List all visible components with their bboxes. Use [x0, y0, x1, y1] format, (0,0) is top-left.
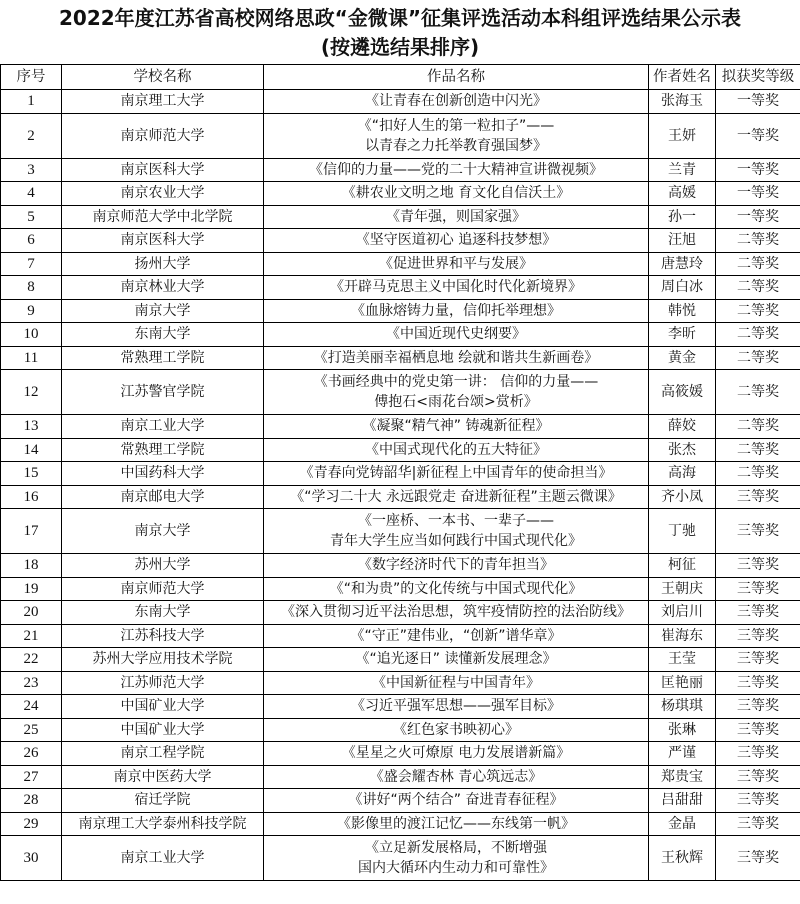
- cell-no: 20: [1, 601, 62, 625]
- cell-award: 一等奖: [716, 113, 800, 158]
- cell-work: 《习近平强军思想——强军目标》: [264, 695, 649, 719]
- table-row: [1, 113, 800, 158]
- cell-no: 22: [1, 648, 62, 672]
- cell-school: 南京大学: [62, 509, 264, 554]
- cell-school: 江苏警官学院: [62, 370, 264, 415]
- table-row: [1, 695, 800, 719]
- cell-author: 韩悦: [649, 299, 716, 323]
- cell-school: 常熟理工学院: [62, 346, 264, 370]
- cell-author: 丁驰: [649, 509, 716, 554]
- cell-author: 张杰: [649, 438, 716, 462]
- cell-work: 《凝聚“精气神” 铸魂新征程》: [264, 415, 649, 439]
- cell-school: 宿迁学院: [62, 789, 264, 813]
- page-title: 2022年度江苏省高校网络思政“金微课”征集评选活动本科组评选结果公示表: [59, 6, 741, 30]
- cell-author: 杨琪琪: [649, 695, 716, 719]
- cell-work: 《影像里的渡江记忆——东线第一帆》: [264, 812, 649, 836]
- cell-no: 14: [1, 438, 62, 462]
- column-header-author: 作者姓名: [649, 65, 716, 90]
- cell-author: 齐小凤: [649, 485, 716, 509]
- cell-work: 《“和为贵”的文化传统与中国式现代化》: [264, 577, 649, 601]
- table-row: [1, 346, 800, 370]
- cell-no: 28: [1, 789, 62, 813]
- cell-no: 1: [1, 90, 62, 114]
- table-row: [1, 323, 800, 347]
- title-block: [0, 0, 800, 64]
- cell-award: 一等奖: [716, 205, 800, 229]
- table-row: [1, 229, 800, 253]
- table-row: [1, 742, 800, 766]
- table-row: [1, 485, 800, 509]
- cell-school: 南京工业大学: [62, 415, 264, 439]
- cell-no: 29: [1, 812, 62, 836]
- cell-work: 《“扣好人生的第一粒扣子”—— 以青春之力托举教育强国梦》: [264, 113, 649, 158]
- cell-work: 《讲好“两个结合” 奋进青春征程》: [264, 789, 649, 813]
- cell-no: 17: [1, 509, 62, 554]
- cell-work: 《书画经典中的党史第一讲： 信仰的力量—— 傅抱石<雨花台颂>赏析》: [264, 370, 649, 415]
- cell-award: 三等奖: [716, 554, 800, 578]
- table-row: [1, 90, 800, 114]
- cell-no: 26: [1, 742, 62, 766]
- cell-work: 《开辟马克思主义中国化时代化新境界》: [264, 276, 649, 300]
- cell-school: 南京农业大学: [62, 182, 264, 206]
- cell-no: 16: [1, 485, 62, 509]
- cell-award: 三等奖: [716, 577, 800, 601]
- table-body: [1, 90, 800, 881]
- cell-author: 郑贵宝: [649, 765, 716, 789]
- table-row: [1, 438, 800, 462]
- cell-no: 5: [1, 205, 62, 229]
- cell-school: 南京医科大学: [62, 229, 264, 253]
- cell-author: 张海玉: [649, 90, 716, 114]
- cell-work: 《中国近现代史纲要》: [264, 323, 649, 347]
- cell-work: 《血脉熔铸力量，信仰托举理想》: [264, 299, 649, 323]
- cell-author: 柯征: [649, 554, 716, 578]
- table-row: [1, 648, 800, 672]
- cell-award: 三等奖: [716, 601, 800, 625]
- cell-award: 三等奖: [716, 812, 800, 836]
- page-subtitle: (按遴选结果排序): [320, 35, 480, 59]
- cell-no: 9: [1, 299, 62, 323]
- cell-no: 23: [1, 671, 62, 695]
- cell-work: 《让青春在创新创造中闪光》: [264, 90, 649, 114]
- cell-award: 二等奖: [716, 252, 800, 276]
- cell-school: 南京师范大学: [62, 577, 264, 601]
- cell-work: 《促进世界和平与发展》: [264, 252, 649, 276]
- cell-school: 中国矿业大学: [62, 695, 264, 719]
- cell-work: 《盛会耀杏林 青心筑远志》: [264, 765, 649, 789]
- column-header-no: 序号: [1, 65, 62, 90]
- results-table: [0, 64, 800, 881]
- table-header-row: [1, 65, 800, 90]
- cell-work: 《数字经济时代下的青年担当》: [264, 554, 649, 578]
- cell-school: 南京工业大学: [62, 836, 264, 881]
- cell-author: 高筱媛: [649, 370, 716, 415]
- cell-award: 三等奖: [716, 485, 800, 509]
- cell-school: 南京师范大学中北学院: [62, 205, 264, 229]
- cell-school: 中国矿业大学: [62, 718, 264, 742]
- cell-award: 三等奖: [716, 671, 800, 695]
- cell-work: 《深入贯彻习近平法治思想，筑牢疫情防控的法治防线》: [264, 601, 649, 625]
- cell-award: 二等奖: [716, 438, 800, 462]
- table-row: [1, 158, 800, 182]
- cell-author: 张琳: [649, 718, 716, 742]
- cell-author: 匡艳丽: [649, 671, 716, 695]
- cell-no: 10: [1, 323, 62, 347]
- cell-award: 一等奖: [716, 158, 800, 182]
- table-row: [1, 205, 800, 229]
- cell-author: 孙一: [649, 205, 716, 229]
- cell-school: 扬州大学: [62, 252, 264, 276]
- table-row: [1, 509, 800, 554]
- cell-work: 《青春向党铸韶华|新征程上中国青年的使命担当》: [264, 462, 649, 486]
- cell-no: 19: [1, 577, 62, 601]
- cell-author: 吕甜甜: [649, 789, 716, 813]
- cell-award: 一等奖: [716, 90, 800, 114]
- cell-no: 18: [1, 554, 62, 578]
- cell-award: 三等奖: [716, 509, 800, 554]
- table-row: [1, 554, 800, 578]
- cell-award: 二等奖: [716, 276, 800, 300]
- cell-no: 7: [1, 252, 62, 276]
- cell-work: 《坚守医道初心 追逐科技梦想》: [264, 229, 649, 253]
- cell-author: 高海: [649, 462, 716, 486]
- cell-author: 王秋辉: [649, 836, 716, 881]
- table-row: [1, 789, 800, 813]
- table-row: [1, 671, 800, 695]
- cell-award: 二等奖: [716, 370, 800, 415]
- cell-author: 兰青: [649, 158, 716, 182]
- cell-school: 常熟理工学院: [62, 438, 264, 462]
- cell-no: 24: [1, 695, 62, 719]
- cell-award: 二等奖: [716, 323, 800, 347]
- cell-award: 二等奖: [716, 229, 800, 253]
- column-header-award: 拟获奖等级: [716, 65, 800, 90]
- table-row: [1, 812, 800, 836]
- cell-no: 6: [1, 229, 62, 253]
- cell-school: 南京理工大学泰州科技学院: [62, 812, 264, 836]
- cell-no: 21: [1, 624, 62, 648]
- cell-work: 《“守正”建伟业，“创新”谱华章》: [264, 624, 649, 648]
- cell-no: 11: [1, 346, 62, 370]
- cell-no: 25: [1, 718, 62, 742]
- cell-award: 三等奖: [716, 742, 800, 766]
- cell-work: 《信仰的力量——党的二十大精神宣讲微视频》: [264, 158, 649, 182]
- cell-work: 《中国新征程与中国青年》: [264, 671, 649, 695]
- cell-author: 严谨: [649, 742, 716, 766]
- table-row: [1, 836, 800, 881]
- cell-no: 13: [1, 415, 62, 439]
- cell-work: 《青年强，则国家强》: [264, 205, 649, 229]
- cell-school: 南京中医药大学: [62, 765, 264, 789]
- cell-no: 2: [1, 113, 62, 158]
- cell-award: 三等奖: [716, 648, 800, 672]
- cell-award: 三等奖: [716, 836, 800, 881]
- column-header-school: 学校名称: [62, 65, 264, 90]
- cell-school: 南京工程学院: [62, 742, 264, 766]
- cell-award: 三等奖: [716, 718, 800, 742]
- table-row: [1, 299, 800, 323]
- cell-work: 《“追光逐日” 读懂新发展理念》: [264, 648, 649, 672]
- cell-school: 南京邮电大学: [62, 485, 264, 509]
- column-header-work: 作品名称: [264, 65, 649, 90]
- cell-school: 江苏科技大学: [62, 624, 264, 648]
- table-row: [1, 624, 800, 648]
- cell-author: 王莹: [649, 648, 716, 672]
- cell-no: 15: [1, 462, 62, 486]
- cell-no: 3: [1, 158, 62, 182]
- cell-school: 南京林业大学: [62, 276, 264, 300]
- cell-work: 《立足新发展格局，不断增强 国内大循环内生动力和可靠性》: [264, 836, 649, 881]
- cell-author: 周白冰: [649, 276, 716, 300]
- cell-award: 二等奖: [716, 415, 800, 439]
- cell-no: 8: [1, 276, 62, 300]
- cell-no: 12: [1, 370, 62, 415]
- cell-author: 汪旭: [649, 229, 716, 253]
- cell-author: 高媛: [649, 182, 716, 206]
- cell-no: 30: [1, 836, 62, 881]
- cell-work: 《打造美丽幸福栖息地 绘就和谐共生新画卷》: [264, 346, 649, 370]
- cell-school: 南京大学: [62, 299, 264, 323]
- cell-author: 金晶: [649, 812, 716, 836]
- table-row: [1, 765, 800, 789]
- cell-school: 东南大学: [62, 323, 264, 347]
- cell-award: 二等奖: [716, 346, 800, 370]
- cell-author: 薛姣: [649, 415, 716, 439]
- cell-no: 27: [1, 765, 62, 789]
- cell-award: 三等奖: [716, 695, 800, 719]
- cell-award: 一等奖: [716, 182, 800, 206]
- table-row: [1, 462, 800, 486]
- table-row: [1, 718, 800, 742]
- cell-award: 二等奖: [716, 462, 800, 486]
- cell-work: 《耕农业文明之地 育文化自信沃土》: [264, 182, 649, 206]
- cell-author: 李昕: [649, 323, 716, 347]
- cell-school: 南京医科大学: [62, 158, 264, 182]
- cell-school: 东南大学: [62, 601, 264, 625]
- cell-award: 三等奖: [716, 789, 800, 813]
- cell-school: 江苏师范大学: [62, 671, 264, 695]
- cell-work: 《中国式现代化的五大特征》: [264, 438, 649, 462]
- table-row: [1, 182, 800, 206]
- table-row: [1, 276, 800, 300]
- cell-award: 二等奖: [716, 299, 800, 323]
- cell-work: 《一座桥、一本书、一辈子—— 青年大学生应当如何践行中国式现代化》: [264, 509, 649, 554]
- table-row: [1, 252, 800, 276]
- cell-work: 《星星之火可燎原 电力发展谱新篇》: [264, 742, 649, 766]
- cell-work: 《红色家书映初心》: [264, 718, 649, 742]
- cell-no: 4: [1, 182, 62, 206]
- cell-award: 三等奖: [716, 765, 800, 789]
- table-row: [1, 415, 800, 439]
- cell-award: 三等奖: [716, 624, 800, 648]
- cell-author: 黄金: [649, 346, 716, 370]
- cell-school: 苏州大学: [62, 554, 264, 578]
- cell-author: 刘启川: [649, 601, 716, 625]
- cell-school: 苏州大学应用技术学院: [62, 648, 264, 672]
- cell-author: 王朝庆: [649, 577, 716, 601]
- cell-school: 中国药科大学: [62, 462, 264, 486]
- cell-work: 《“学习二十大 永远跟党走 奋进新征程”主题云微课》: [264, 485, 649, 509]
- table-row: [1, 577, 800, 601]
- table-row: [1, 370, 800, 415]
- cell-school: 南京理工大学: [62, 90, 264, 114]
- table-row: [1, 601, 800, 625]
- cell-author: 唐慧玲: [649, 252, 716, 276]
- cell-author: 崔海东: [649, 624, 716, 648]
- cell-school: 南京师范大学: [62, 113, 264, 158]
- cell-author: 王妍: [649, 113, 716, 158]
